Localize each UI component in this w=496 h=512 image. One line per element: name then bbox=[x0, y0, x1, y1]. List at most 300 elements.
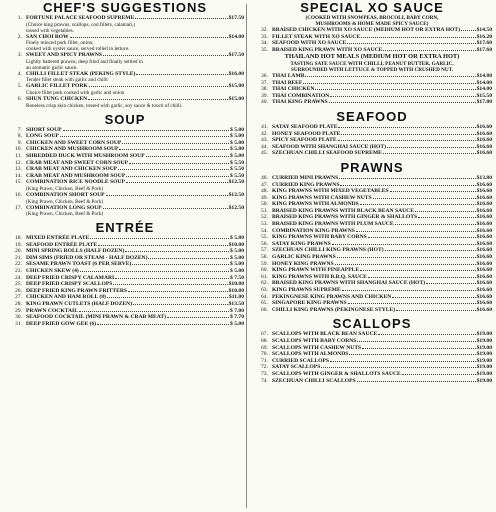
item-number: 36. bbox=[261, 72, 268, 79]
item-price: $19.00 bbox=[476, 351, 492, 358]
item-name: SCALLOPS WITH CASHEW NUTS bbox=[272, 344, 362, 351]
item-name: SESAME PRAWN TOAST (6 PER SERVE) bbox=[26, 261, 132, 268]
dot-leader bbox=[89, 86, 228, 87]
menu-item bbox=[6, 275, 244, 282]
item-name: LONG SOUP bbox=[26, 133, 59, 140]
menu-item bbox=[6, 52, 244, 59]
item-price: $16.60 bbox=[476, 234, 492, 241]
menu-item bbox=[252, 188, 492, 195]
item-price: $16.60 bbox=[476, 181, 492, 188]
dot-leader bbox=[129, 163, 229, 164]
dot-leader bbox=[341, 134, 475, 135]
menu-item bbox=[252, 378, 492, 385]
menu-item bbox=[252, 73, 492, 80]
item-name: PEKINGNESE KING PRAWNS AND CHICKEN bbox=[272, 293, 392, 300]
dot-leader bbox=[330, 96, 475, 97]
item-name: SINGAPORE KING PRAWNS bbox=[272, 300, 347, 307]
menu-item bbox=[6, 15, 244, 22]
dot-leader bbox=[329, 102, 476, 103]
item-price: $ 5.00 bbox=[230, 146, 244, 153]
item-name: SEAFOOD WITH SHANGHAI SAUCE (HOT) bbox=[272, 143, 386, 150]
item-number: 18. bbox=[15, 235, 22, 242]
dot-leader bbox=[357, 381, 476, 382]
dot-leader bbox=[146, 156, 229, 157]
item-description: Tender fillet steak with garlic and chilli bbox=[26, 77, 108, 84]
item-number: 4. bbox=[17, 70, 22, 77]
dot-leader bbox=[402, 374, 476, 375]
thai-list bbox=[252, 73, 492, 106]
item-number: 17. bbox=[15, 204, 22, 211]
item-price: $16.60 bbox=[476, 188, 492, 195]
dot-leader bbox=[106, 195, 228, 196]
item-number: 14. bbox=[15, 172, 22, 179]
menu-item bbox=[252, 371, 492, 378]
dot-leader bbox=[362, 348, 475, 349]
item-price: $ 5.00 bbox=[230, 254, 244, 261]
menu-item bbox=[252, 34, 492, 41]
menu-item bbox=[252, 86, 492, 93]
item-name: CHICKEN AND SWEET CORN SOUP bbox=[26, 139, 122, 146]
item-price: $19.00 bbox=[476, 337, 492, 344]
item-number: 74. bbox=[261, 377, 268, 384]
dot-leader bbox=[387, 147, 476, 148]
dot-leader bbox=[368, 277, 476, 278]
dot-leader bbox=[347, 43, 475, 44]
item-price: $ 7.00 bbox=[230, 307, 244, 314]
item-name: KING PRAWNS SUPREME bbox=[272, 287, 341, 293]
section-title-chefs-suggestions: CHEF'S SUGGESTIONS bbox=[42, 0, 208, 15]
item-number: 51. bbox=[261, 207, 268, 214]
menu-item bbox=[252, 287, 492, 294]
item-price: $16.60 bbox=[476, 240, 492, 247]
thai-desc-line-1: TASTING SATE SAUCE WITH CHILLI, PEANUT BUTTER, GARLIC, bbox=[290, 60, 454, 67]
dot-leader bbox=[396, 310, 476, 311]
item-name: SAN CHOI BOW bbox=[26, 33, 69, 40]
item-number: 47. bbox=[261, 181, 268, 188]
item-name: CRAB MEAT AND MUSHROOM SOUP bbox=[26, 172, 126, 179]
dot-leader bbox=[373, 198, 476, 199]
item-number: 57. bbox=[261, 247, 268, 254]
item-price: $16.60 bbox=[476, 300, 492, 307]
dot-leader bbox=[461, 30, 476, 31]
dot-leader bbox=[356, 231, 476, 232]
dot-leader bbox=[118, 169, 229, 170]
xo-intro-line-1: (COOKED WITH SNOWPEAS, BROCOLI, BABY CORN, bbox=[305, 15, 439, 21]
menu-item bbox=[6, 192, 244, 199]
menu-item bbox=[6, 314, 244, 321]
item-number: 2. bbox=[17, 33, 22, 40]
menu-item bbox=[6, 301, 244, 308]
dot-leader bbox=[148, 258, 229, 259]
item-price: $16.20 bbox=[476, 33, 492, 40]
dot-leader bbox=[383, 50, 475, 51]
dot-leader bbox=[315, 89, 475, 90]
item-price: $16.60 bbox=[476, 293, 492, 300]
item-name: THAI LAMB bbox=[272, 72, 305, 79]
chefs-suggestions-list bbox=[6, 15, 244, 109]
menu-item bbox=[252, 338, 492, 345]
item-number: 62. bbox=[261, 280, 268, 287]
menu-item bbox=[252, 144, 492, 151]
item-number: 32. bbox=[261, 27, 268, 33]
dot-leader bbox=[361, 37, 476, 38]
menu-item bbox=[252, 175, 492, 182]
menu-item bbox=[252, 247, 492, 254]
item-price: $ 5.50 bbox=[230, 166, 244, 173]
item-name: DEEP FRIED KING PRAWN FRITTERS bbox=[26, 287, 128, 294]
item-description: tossed with vegetables. bbox=[26, 27, 74, 34]
dot-leader bbox=[338, 127, 475, 128]
left-column bbox=[6, 0, 244, 512]
item-price: $ 5.50 bbox=[230, 159, 244, 166]
item-price: $17.60 bbox=[476, 40, 492, 47]
dot-leader bbox=[342, 290, 476, 291]
menu-item bbox=[6, 268, 244, 275]
item-number: 55. bbox=[261, 234, 268, 241]
dot-leader bbox=[337, 257, 476, 258]
item-description: Boneless crisp skin chicken, tossed with garlic, soy sauce & touch of chilli. bbox=[26, 102, 183, 109]
item-number: 10. bbox=[15, 146, 22, 153]
dot-leader bbox=[90, 238, 229, 239]
item-name: SZECHUAN CHILLI SEAFOOD SUPREME bbox=[272, 150, 382, 157]
item-name: BRAISED KING PRAWNS WITH SHANGHAI SAUCE (HOT) bbox=[272, 280, 426, 287]
item-name: SEAFOOD WITH XO SAUCE bbox=[272, 40, 347, 47]
item-price: $ 5.80 bbox=[230, 235, 244, 242]
item-name: CHILLI FILLET STEAK (PEKING STYLE) bbox=[26, 70, 136, 77]
item-price: $11.00 bbox=[228, 294, 244, 301]
item-name: DEEP FRIED GOW GEE (6) bbox=[26, 320, 97, 327]
item-number: 63. bbox=[261, 287, 268, 293]
item-name: DIM SIMS (FRIED OR STEAM - HALF DOZEN) bbox=[26, 254, 148, 261]
item-name: SEAFOOD ENTRÉE PLATE bbox=[26, 241, 98, 248]
menu-item bbox=[6, 153, 244, 160]
item-name: KING PRAWN WITH PINEAPPLE bbox=[272, 267, 360, 274]
dot-leader bbox=[88, 99, 227, 100]
item-name: SATAY SEAFOOD PLATE bbox=[272, 123, 338, 130]
item-number: 1. bbox=[17, 15, 22, 21]
item-price: $ 5.00 bbox=[230, 139, 244, 146]
menu-item bbox=[6, 71, 244, 78]
dot-leader bbox=[80, 271, 229, 272]
dot-leader bbox=[392, 297, 475, 298]
dot-leader bbox=[119, 149, 229, 150]
dot-leader bbox=[339, 178, 475, 179]
item-price: $16.00 bbox=[228, 70, 244, 77]
item-description: (Choice king prawns, scallops, cod fillets, calamari,) bbox=[26, 21, 136, 28]
item-name: CHICKEN SKEW (4) bbox=[26, 268, 79, 275]
dot-leader bbox=[395, 224, 476, 225]
menu-item bbox=[252, 300, 492, 307]
item-name: BRAISED KING PRAWN WITH XO SAUCE bbox=[272, 46, 383, 53]
item-number: 41. bbox=[261, 123, 268, 130]
item-price: $ 7.50 bbox=[230, 274, 244, 281]
item-number: 37. bbox=[261, 79, 268, 86]
item-number: 28. bbox=[15, 301, 22, 308]
item-price: $10.00 bbox=[228, 241, 244, 248]
item-name: CURRIED SCALLOPS bbox=[272, 357, 330, 364]
item-number: 64. bbox=[261, 293, 268, 300]
dot-leader bbox=[338, 140, 476, 141]
seafood-list bbox=[252, 124, 492, 157]
item-number: 38. bbox=[261, 86, 268, 93]
menu-item bbox=[6, 179, 244, 186]
dot-leader bbox=[60, 136, 229, 137]
item-price: $14.80 bbox=[476, 72, 492, 79]
dot-leader bbox=[357, 341, 475, 342]
dot-leader bbox=[426, 283, 475, 284]
item-number: 68. bbox=[261, 337, 268, 344]
menu-item bbox=[252, 99, 492, 106]
menu-item bbox=[252, 195, 492, 202]
menu-item bbox=[252, 294, 492, 301]
item-number: 23. bbox=[15, 268, 22, 275]
item-price: $17.50 bbox=[228, 52, 244, 59]
item-price: $16.60 bbox=[476, 280, 492, 287]
dot-leader bbox=[385, 250, 476, 251]
item-number: 44. bbox=[261, 143, 268, 150]
dot-leader bbox=[126, 176, 229, 177]
item-price: $16.60 bbox=[476, 194, 492, 201]
item-number: 24. bbox=[15, 274, 22, 281]
item-number: 73. bbox=[261, 370, 268, 377]
item-name: BRAISED KING PRAWNS WITH BLACK BEAN SAUCE bbox=[272, 207, 414, 214]
item-name: COMBINATION KING PRAWNS bbox=[272, 227, 355, 234]
item-price: $17.60 bbox=[476, 46, 492, 53]
dot-leader bbox=[303, 83, 475, 84]
item-name: KING PRAWNS WITH BABY CORNS bbox=[272, 234, 367, 241]
menu-item bbox=[252, 124, 492, 131]
item-name: KING PRAWNS WITH MIXED VEGETABLES bbox=[272, 188, 389, 195]
item-number: 40. bbox=[261, 99, 268, 106]
menu-item bbox=[252, 254, 492, 261]
item-price: $15.50 bbox=[476, 92, 492, 99]
dot-leader bbox=[348, 303, 476, 304]
item-name: CHICKEN AND HAM ROLL (8) bbox=[26, 294, 106, 301]
dot-leader bbox=[97, 324, 229, 325]
menu-item bbox=[252, 345, 492, 352]
item-number: 20. bbox=[15, 248, 22, 255]
item-number: 39. bbox=[261, 92, 268, 99]
item-price: $16.60 bbox=[476, 306, 492, 313]
item-price: $ 5.00 bbox=[230, 126, 244, 133]
item-number: 34. bbox=[261, 40, 268, 47]
item-price: $16.60 bbox=[476, 123, 492, 130]
item-name: PRAWN COCKTAIL bbox=[26, 307, 78, 314]
menu-item bbox=[6, 235, 244, 242]
item-name: SCALLOPS WITH GINGER & SHALLOTS SAUCE bbox=[272, 370, 401, 377]
menu-item bbox=[252, 27, 492, 34]
item-price: $14.50 bbox=[476, 27, 492, 33]
dot-leader bbox=[332, 244, 476, 245]
item-number: 43. bbox=[261, 137, 268, 144]
dot-leader bbox=[390, 191, 476, 192]
menu-item bbox=[252, 221, 492, 228]
menu-item bbox=[252, 137, 492, 144]
right-column bbox=[252, 0, 492, 512]
dot-leader bbox=[133, 304, 228, 305]
dot-leader bbox=[98, 245, 228, 246]
menu-item bbox=[6, 321, 244, 328]
item-name: DEEP FRIED CRISPY SCALLOPS bbox=[26, 281, 113, 288]
item-number: 54. bbox=[261, 227, 268, 234]
item-name: SHORT SOUP bbox=[26, 126, 62, 133]
item-number: 15. bbox=[15, 179, 22, 186]
dot-leader bbox=[135, 18, 227, 19]
item-name: GARLIC FILLET PORK bbox=[26, 83, 88, 90]
menu-item bbox=[6, 173, 244, 180]
item-number: 70. bbox=[261, 351, 268, 358]
item-name: KING PRAWNS WITH B.B.Q. SAUCE bbox=[272, 273, 367, 280]
item-price: $10.80 bbox=[228, 287, 244, 294]
soup-list bbox=[6, 127, 244, 218]
item-price: $ 5.00 bbox=[230, 261, 244, 268]
item-name: GARLIC KING PRAWNS bbox=[272, 254, 336, 261]
menu-item bbox=[252, 358, 492, 365]
dot-leader bbox=[415, 211, 476, 212]
item-name: SWEET AND SPICY PRAWNS bbox=[26, 52, 102, 59]
menu-item bbox=[252, 150, 492, 157]
dot-leader bbox=[103, 55, 228, 56]
dot-leader bbox=[126, 182, 228, 183]
dot-leader bbox=[330, 361, 476, 362]
item-price: $13.50 bbox=[228, 301, 244, 308]
menu-item bbox=[252, 331, 492, 338]
item-name: CRAB MEAT AND SWEET CORN SOUP bbox=[26, 159, 129, 166]
dot-leader bbox=[136, 74, 227, 75]
item-number: 31. bbox=[15, 320, 22, 327]
section-title-prawns: PRAWNS bbox=[340, 159, 404, 175]
item-price: $10.80 bbox=[228, 281, 244, 288]
menu-item bbox=[252, 93, 492, 100]
item-name: SZECHUAN CHILLI SCALLOPS bbox=[272, 377, 356, 384]
item-description: Finely minced pork fillet, onion, bbox=[26, 40, 94, 47]
item-number: 50. bbox=[261, 201, 268, 208]
item-description: Lightly battered prawns, deep fried and finally settled in bbox=[26, 58, 143, 65]
item-name: MIXED ENTRÉE PLATE bbox=[26, 235, 90, 242]
item-name: CHICKEN AND MUSHROOM SOUP bbox=[26, 146, 119, 153]
item-price: $14.00 bbox=[476, 86, 492, 93]
item-number: 66. bbox=[261, 306, 268, 313]
item-name: CURRIED MINI PRAWNS bbox=[272, 174, 339, 181]
item-number: 19. bbox=[15, 241, 22, 248]
dot-leader bbox=[305, 76, 475, 77]
item-number: 72. bbox=[261, 364, 268, 371]
item-description: (King Prawn, Chicken, Beef & Pork) bbox=[26, 211, 104, 218]
item-number: 21. bbox=[15, 254, 22, 261]
item-number: 59. bbox=[261, 260, 268, 267]
menu-item bbox=[6, 34, 244, 41]
item-price: $ 5.00 bbox=[230, 320, 244, 327]
menu-item bbox=[6, 133, 244, 140]
item-number: 9. bbox=[17, 139, 22, 146]
entree-list bbox=[6, 235, 244, 327]
item-price: $ 5.00 bbox=[230, 152, 244, 159]
item-price: $12.50 bbox=[228, 204, 244, 211]
menu-item bbox=[252, 280, 492, 287]
item-name: HONEY SEAFOOD PLATE bbox=[272, 130, 341, 137]
item-price: $16.60 bbox=[476, 247, 492, 254]
item-price: $16.60 bbox=[476, 214, 492, 221]
item-name: CRAB MEAT AND CHICKEN SOUP bbox=[26, 166, 118, 173]
item-number: 35. bbox=[261, 46, 268, 53]
section-title-special-xo-sauce: SPECIAL XO SAUCE bbox=[300, 0, 444, 15]
section-title-seafood: SEAFOOD bbox=[336, 108, 408, 124]
item-description: an aromatic garlic sauce. bbox=[26, 64, 78, 71]
item-name: SATAY KING PRAWNS bbox=[272, 240, 331, 247]
dot-leader bbox=[360, 270, 476, 271]
item-name: BRAISED CHICKEN WITH XO SAUCE (MEDIUM HOT OR EXTRA HOT) bbox=[272, 27, 460, 33]
item-name: KING PRAWNS WITH ALMONDS bbox=[272, 201, 359, 208]
menu-item bbox=[252, 131, 492, 138]
thailand-hot-meals-heading: THAILAND HOT MEALS (MEDIUM HOT OR EXTRA HOT) bbox=[284, 53, 460, 61]
item-price: $16.60 bbox=[476, 207, 492, 214]
section-title-soup: SOUP bbox=[104, 111, 146, 127]
item-price: $15.00 bbox=[228, 83, 244, 90]
item-number: 11. bbox=[15, 152, 22, 159]
item-name: SCALLOPS WITH ALMONDS bbox=[272, 351, 349, 358]
dot-leader bbox=[122, 143, 229, 144]
item-number: 69. bbox=[261, 344, 268, 351]
menu-item bbox=[252, 214, 492, 221]
item-name: HONEY KING PRAWNS bbox=[272, 260, 334, 267]
item-price: $19.00 bbox=[476, 377, 492, 384]
menu-item bbox=[252, 208, 492, 215]
item-name: THAI KING PRAWNS bbox=[272, 99, 328, 106]
item-number: 33. bbox=[261, 33, 268, 40]
menu-item bbox=[252, 201, 492, 208]
dot-leader bbox=[63, 130, 229, 131]
item-price: $19.00 bbox=[476, 331, 492, 338]
item-price: $17.50 bbox=[228, 15, 244, 21]
dot-leader bbox=[167, 317, 229, 318]
menu-item bbox=[6, 248, 244, 255]
item-price: $16.60 bbox=[476, 260, 492, 267]
item-name: THAI BEEF bbox=[272, 79, 303, 86]
item-number: 6. bbox=[17, 95, 22, 102]
item-price: $16.60 bbox=[476, 143, 492, 150]
item-name: BRAISED KING PRAWNS WITH GINGER & SHALLOTS bbox=[272, 214, 418, 221]
item-number: 56. bbox=[261, 240, 268, 247]
item-number: 52. bbox=[261, 214, 268, 221]
item-name: KING PRAWN CUTLETS (HALF DOZEN) bbox=[26, 301, 133, 308]
item-number: 5. bbox=[17, 83, 22, 90]
item-name: MINI SPRING ROLLS (HALF DOZEN) bbox=[26, 248, 125, 255]
dot-leader bbox=[79, 311, 229, 312]
item-price: $19.00 bbox=[476, 344, 492, 351]
item-name: DEEP FRIED CRISPY CALAMARI bbox=[26, 274, 115, 281]
item-price: $ 5.50 bbox=[230, 172, 244, 179]
dot-leader bbox=[360, 204, 476, 205]
column-divider bbox=[246, 4, 247, 508]
item-price: $16.60 bbox=[476, 273, 492, 280]
menu-item bbox=[6, 140, 244, 147]
scallops-list bbox=[252, 331, 492, 384]
item-price: $16.60 bbox=[476, 227, 492, 234]
item-number: 71. bbox=[261, 357, 268, 364]
item-price: $19.00 bbox=[476, 364, 492, 371]
item-description: (King Prawn, Chicken, Beef & Pork) bbox=[26, 198, 104, 205]
menu-item bbox=[6, 160, 244, 167]
menu-item bbox=[6, 127, 244, 134]
xo-sauce-list bbox=[252, 27, 492, 53]
item-name: SATAY SCALLOPS bbox=[272, 364, 321, 371]
item-price: $16.60 bbox=[476, 150, 492, 157]
menu-item bbox=[252, 47, 492, 54]
menu-item bbox=[252, 307, 492, 314]
dot-leader bbox=[125, 251, 229, 252]
item-name: THAI CHICKEN bbox=[272, 86, 315, 93]
item-price: $16.60 bbox=[476, 137, 492, 144]
